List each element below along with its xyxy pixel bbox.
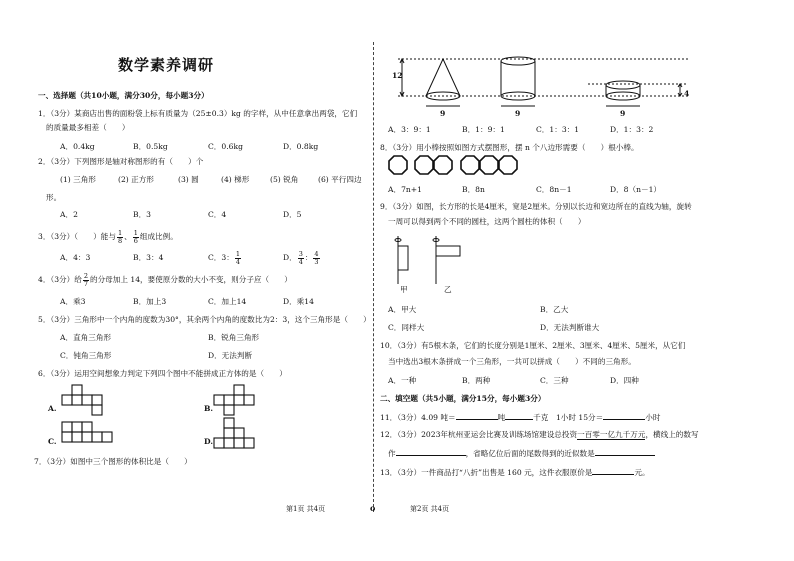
fig7-dim-12: 12 [392, 71, 403, 80]
q6-net-c[interactable] [60, 420, 130, 450]
q3-optd-fraction-2 [313, 251, 319, 265]
q12-line1-pre: 12．（3分）2023年杭州亚运会比赛及训练场馆建设总投资 [380, 430, 578, 439]
q7-option-a[interactable]: A．3：9：1 [388, 125, 431, 134]
q6-net-b[interactable] [212, 383, 282, 418]
q10-line2: 当中选出3根木条拼成一个三角形，一共可以拼成（ ）不同的三角形。 [388, 357, 636, 366]
fig7-width-2: 9 [515, 109, 521, 118]
right-page-footer: 第2页 共4页 [410, 505, 450, 513]
q3-optc-den: 4 [235, 257, 240, 266]
q3-optd-n2: 4 [314, 250, 319, 258]
q4-option-c[interactable]: C．加上14 [208, 297, 247, 306]
q12-blank-2[interactable] [595, 448, 655, 456]
q2-item-5: (5) 锐角 [270, 175, 299, 184]
q13-pre: 13．（3分）一件商品打“八折”出售是 160 元，这件衣服原价是 [380, 468, 593, 477]
q10-option-d[interactable]: D．四种 [610, 376, 639, 385]
q3-pre: 3．（3分）（ ）能与 [38, 232, 116, 241]
section1-header: 一、选择题（共10小题，满分30分，每小题3分） [38, 91, 209, 100]
q2-line1: 2．（3分）下列图形是轴对称图形的有（ ）个 [38, 157, 204, 166]
q4-fraction [83, 273, 89, 287]
q7-line1: 7．（3分）如图中三个图形的体积比是（ ） [34, 457, 192, 466]
q3-option-b[interactable]: B．3：4 [133, 253, 164, 262]
q1-line1: 1．（3分）某商店出售的面粉袋上标有质量为（25±0.3）kg 的字样，从中任意拿出两袋，它们 [38, 109, 358, 118]
q3-optd-sep: ： [304, 253, 313, 262]
q4-option-b[interactable]: B．加上3 [133, 297, 167, 306]
q4-f-num: 2 [83, 272, 88, 280]
q10-option-c[interactable]: C．三种 [540, 376, 569, 385]
q1-line2: 的质量最多相差（ ） [46, 123, 130, 132]
q10-option-a[interactable]: A．一种 [388, 376, 417, 385]
section2-header: 二、填空题（共5小题，满分15分，每小题3分） [380, 394, 546, 403]
q1-option-b[interactable]: B．0.5kg [133, 142, 168, 151]
center-binding-mark: o [370, 503, 376, 513]
fig7-width-1: 9 [440, 109, 446, 118]
q13-blank[interactable] [592, 467, 634, 475]
right-page [374, 0, 794, 561]
q3-option-d[interactable] [283, 250, 321, 266]
q3-option-c[interactable] [208, 250, 242, 266]
q13-post: 元。 [634, 468, 650, 477]
q3-f2-num: 1 [133, 229, 138, 237]
q12-line2-post: ，省略亿位后面的尾数得到的近似数是 [465, 449, 595, 458]
q11-stem [380, 412, 660, 422]
q12-line1-post: ，横线上的数写 [645, 430, 699, 439]
q3-optd-n1: 3 [298, 250, 303, 258]
q2-option-a[interactable]: A．2 [60, 210, 78, 219]
q2-item-1: (1) 三角形 [60, 175, 96, 184]
fig7-dim-4: 4 [684, 89, 690, 98]
q4-post: 的分母加上 14，要使原分数的大小不变，则分子应（ ） [89, 275, 292, 284]
q11-part4: 小时 [645, 413, 661, 422]
page-title: 数学素养调研 [118, 56, 215, 74]
q8-option-a[interactable]: A．7n+1 [388, 185, 422, 194]
q13-stem [380, 467, 650, 477]
q5-line1: 5．（3分）三角形中一个内角的度数为30°，其余两个内角的度数比为2：3，这个三角形是（ ） [38, 315, 371, 324]
q9-line1: 9．（3分）如图，长方形的长是4厘米，宽是2厘米。分别以长边和宽边所在的直线为轴，旋转 [380, 202, 692, 211]
q9-line2: 一周可以得到两个不同的圆柱，这两个圆柱的体积（ ） [388, 217, 586, 226]
q2-item-6: (6) 平行四边 [318, 175, 362, 184]
q12-line2-pre: 作 [388, 449, 396, 458]
q8-option-b[interactable]: B．8n [462, 185, 485, 194]
q11-blank-2[interactable] [505, 412, 533, 420]
q2-item-2: (2) 正方形 [118, 175, 154, 184]
q6-line1: 6．（3分）运用空间想象力判定下列四个图中不能拼成正方体的是（ ） [38, 369, 287, 378]
q1-option-a[interactable]: A．0.4kg [60, 142, 95, 151]
q12-underlined-amount: 一百零一亿九千万元 [577, 430, 646, 439]
q2-item-4: (4) 梯形 [221, 175, 250, 184]
q10-line1: 10．（3分）有5根木条，它们的长度分别是1厘米、2厘米、3厘米、4厘米、5厘米，从它们 [380, 341, 686, 350]
q3-optd-d1: 4 [298, 257, 303, 266]
q1-option-d[interactable]: D．0.8kg [283, 142, 319, 151]
q4-pre: 4．（3分）给 [38, 275, 82, 284]
q9-option-b[interactable]: B．乙大 [540, 305, 569, 314]
q4-option-d[interactable]: D．乘14 [283, 297, 314, 306]
q3-mid: 、 [124, 232, 132, 241]
q5-option-b[interactable]: B．锐角三角形 [208, 333, 260, 342]
q7-figure [388, 50, 708, 120]
q8-line1: 8．（3分）用小棒按照如图方式摆图形，摆 n 个八边形需要（ ）根小棒。 [380, 143, 639, 152]
q9-label-jia: 甲 [400, 285, 408, 294]
q4-option-a[interactable]: A．乘3 [60, 297, 86, 306]
q4-f-den: 7 [83, 279, 88, 288]
q3-optc-fraction [235, 251, 241, 265]
q5-option-a[interactable]: A．直角三角形 [60, 333, 112, 342]
q9-label-yi: 乙 [444, 285, 452, 294]
q12-line1 [380, 431, 699, 439]
q11-part2: 吨 [497, 413, 506, 422]
q3-optd-pre: D． [283, 253, 297, 262]
q11-blank-3[interactable] [603, 412, 645, 420]
q6-label-b[interactable]: B. [204, 404, 214, 413]
q8-option-d[interactable]: D．8（n－1） [610, 185, 662, 194]
q7-option-d[interactable]: D．1：3：2 [610, 125, 654, 134]
q9-option-c[interactable]: C．同样大 [388, 323, 425, 332]
q3-f2-den: 6 [133, 236, 138, 245]
q10-option-b[interactable]: B．两种 [462, 376, 491, 385]
q8-option-c[interactable]: C．8n－1 [536, 185, 572, 194]
q2-option-d[interactable]: D．5 [283, 210, 302, 219]
q6-label-c[interactable]: C. [48, 437, 57, 446]
q3-f1-den: 8 [118, 236, 123, 245]
q1-option-c[interactable]: C．0.6kg [208, 142, 243, 151]
q3-optc-num: 1 [235, 250, 240, 258]
q2-item-3: (3) 圆 [178, 175, 199, 184]
q7-option-b[interactable]: B．1：9：1 [462, 125, 505, 134]
q6-label-d[interactable]: D. [204, 437, 213, 446]
q11-blank-1[interactable] [456, 412, 498, 420]
q3-fraction-2 [133, 230, 139, 244]
q7-option-c[interactable]: C．1：3：1 [536, 125, 580, 134]
q11-part3: 千克 1小时 15分＝ [533, 413, 604, 422]
left-page-footer: 第1页 共4页 [286, 505, 326, 513]
q5-option-c[interactable]: C．钝角三角形 [60, 351, 112, 360]
q3-optd-fraction-1 [298, 251, 304, 265]
q3-stem [38, 229, 178, 245]
q3-f1-num: 1 [118, 229, 123, 237]
q4-stem [38, 272, 292, 288]
q8-octagons-figure [388, 152, 563, 180]
q6-label-a[interactable]: A. [48, 404, 57, 413]
q11-part1: 11．（3分）4.09 吨＝ [380, 413, 456, 422]
q5-option-d[interactable]: D．无法判断 [208, 351, 253, 360]
q3-optc-pre: C．3： [208, 253, 234, 262]
q2-option-b[interactable]: B．3 [133, 210, 152, 219]
q12-blank-1[interactable] [396, 448, 466, 456]
fig7-width-3: 9 [620, 109, 626, 118]
q2-option-c[interactable]: C．4 [208, 210, 227, 219]
left-page [0, 0, 372, 561]
q3-post: 组成比例。 [139, 232, 178, 241]
q2-line3: 形。 [46, 193, 62, 202]
q12-line2 [388, 448, 655, 458]
q6-net-d[interactable] [212, 416, 282, 451]
q9-option-a[interactable]: A．甲大 [388, 305, 417, 314]
q6-net-a[interactable] [60, 383, 130, 413]
q9-option-d[interactable]: D．无法判断谁大 [540, 323, 600, 332]
q3-optd-d2: 3 [314, 257, 319, 266]
q3-option-a[interactable]: A．4：3 [60, 253, 91, 262]
q3-fraction-1 [117, 230, 123, 244]
